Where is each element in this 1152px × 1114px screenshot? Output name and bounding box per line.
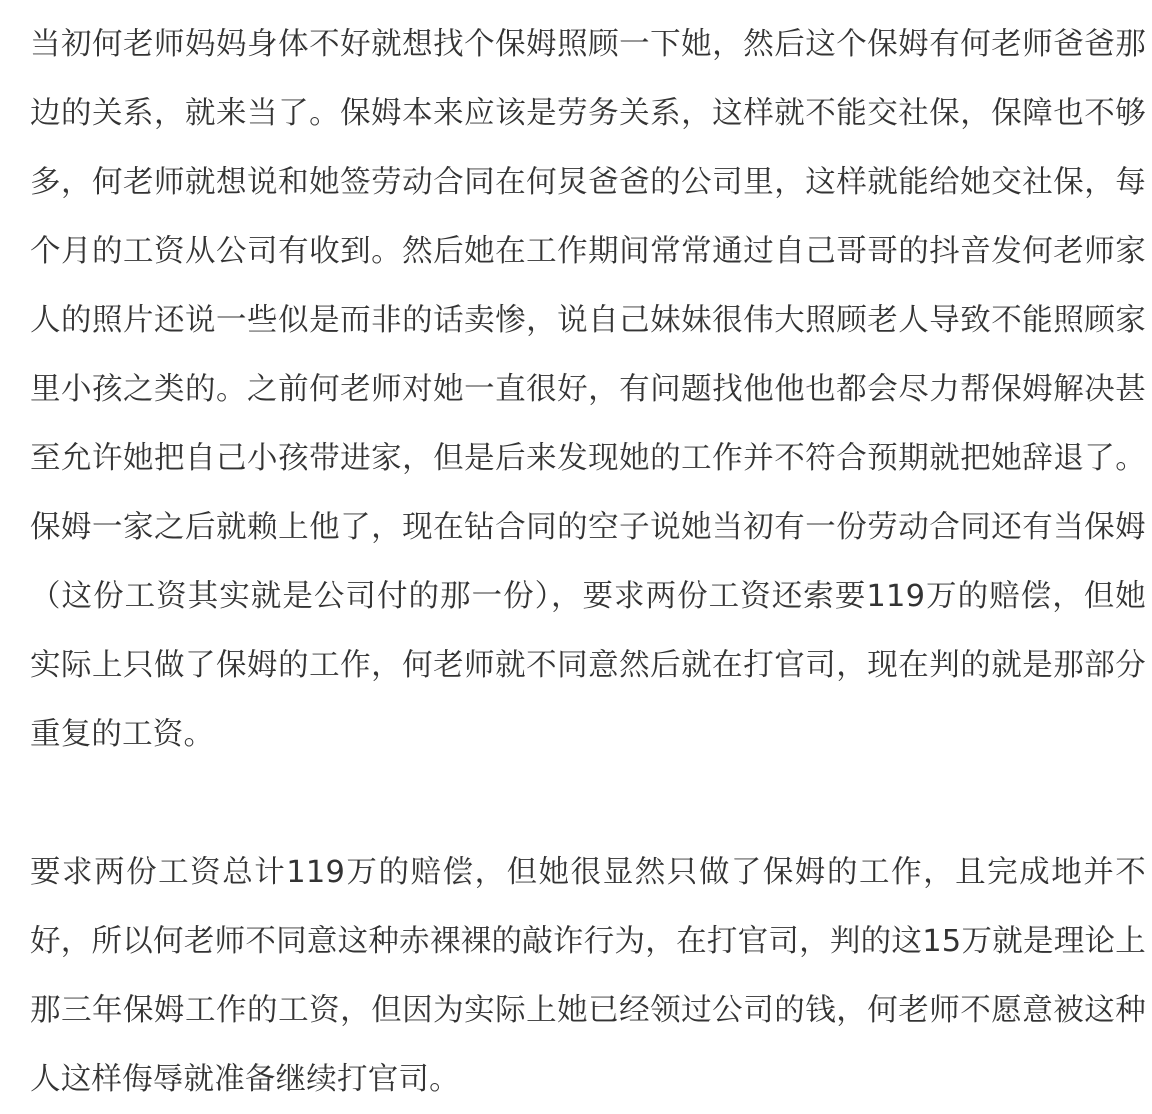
paragraph-1: 当初何老师妈妈身体不好就想找个保姆照顾一下她，然后这个保姆有何老师爸爸那边的关系，就来当了。保姆本来应该是劳务关系，这样就不能交社保，保障也不够多，何老师就想说和她签劳动合同在何炅爸爸的公司里，这样就能给她交社保，每个月的工资从公司有收到。然后她在工作期间常常通过自己哥哥的抖音发何老师家人的照片还说一些似是而非的话卖惨，说自己妹妹很伟大照顾老人导致不能照顾家里小孩之类的。之前何老师对她一直很好，有问题找他他也都会尽力帮保姆解决甚至允许她把自己小孩带进家，但是后来发现她的工作并不符合预期就把她辞退了。保姆一家之后就赖上他了，现在钻合同的空子说她当初有一份劳动合同还有当保姆（这份工资其实就是公司付的那一份），要求两份工资还索要119万的赔偿，但她实际上只做了保姆的工作，何老师就不同意然后就在打官司，现在判的就是那部分重复的工资。 [30, 27, 1146, 752]
paragraph-2: 要求两份工资总计119万的赔偿，但她很显然只做了保姆的工作，且完成地并不好，所以何老师不同意这种赤裸裸的敲诈行为，在打官司，判的这15万就是理论上那三年保姆工作的工资，但因为实际上她已经领过公司的钱，何老师不愿意被这种人这样侮辱就准备继续打官司。 [30, 855, 1146, 1097]
